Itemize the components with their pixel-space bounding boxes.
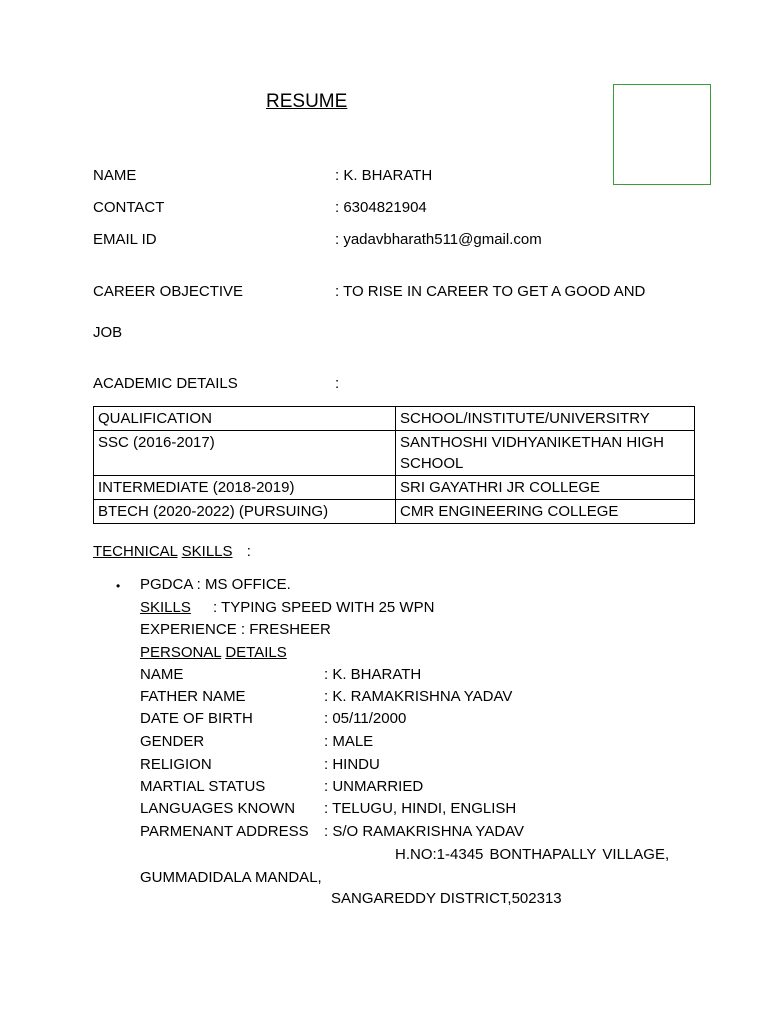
technical-skills-colon: :: [246, 543, 251, 560]
bullet-icon: •: [116, 579, 121, 593]
table-cell: SRI GAYATHRI JR COLLEGE: [396, 476, 695, 500]
academic-table: [93, 406, 695, 524]
table-row: [94, 476, 695, 500]
technical-skills-heading: [93, 543, 251, 561]
contact-value: : 6304821904: [335, 199, 427, 216]
religion-label: RELIGION: [140, 756, 212, 773]
skills-label: SKILLS: [140, 599, 191, 616]
personal-word: PERSONAL: [140, 644, 222, 661]
dob-value: : 05/11/2000: [324, 710, 407, 727]
career-objective-label: CAREER OBJECTIVE: [93, 283, 244, 300]
career-objective-continuation: JOB: [93, 324, 123, 341]
technical-word: TECHNICAL: [93, 543, 178, 560]
name-value: : K. BHARATH: [335, 167, 433, 184]
father-name-label: FATHER NAME: [140, 688, 246, 705]
experience-line: EXPERIENCE : FRESHEER: [140, 621, 331, 638]
email-label: EMAIL ID: [93, 231, 157, 248]
gender-value: : MALE: [324, 733, 374, 750]
dob-label: DATE OF BIRTH: [140, 710, 253, 727]
table-cell: CMR ENGINEERING COLLEGE: [396, 500, 695, 524]
address-line-1: : S/O RAMAKRISHNA YADAV: [324, 823, 525, 840]
resume-title: RESUME: [266, 91, 348, 112]
table-header-cell: QUALIFICATION: [94, 407, 396, 431]
photo-placeholder: [613, 84, 711, 185]
address-label: PARMENANT ADDRESS: [140, 823, 309, 840]
skills-word: SKILLS: [181, 543, 233, 560]
gender-label: GENDER: [140, 733, 205, 750]
pgdca-line: PGDCA : MS OFFICE.: [140, 576, 291, 593]
religion-value: : HINDU: [324, 756, 380, 773]
contact-label: CONTACT: [93, 199, 165, 216]
languages-value: : TELUGU, HINDI, ENGLISH: [324, 800, 517, 817]
skills-value: : TYPING SPEED WITH 25 WPN: [213, 599, 435, 616]
email-value: : yadavbharath511@gmail.com: [335, 231, 542, 248]
table-cell: BTECH (2020-2022) (PURSUING): [94, 500, 396, 524]
personal-name-label: NAME: [140, 666, 184, 683]
academic-details-colon: :: [335, 375, 340, 392]
career-objective-value: : TO RISE IN CAREER TO GET A GOOD AND: [335, 283, 646, 300]
table-cell: SSC (2016-2017): [94, 431, 396, 476]
address-line-3: GUMMADIDALA MANDAL,: [140, 869, 322, 886]
marital-status-label: MARTIAL STATUS: [140, 778, 266, 795]
languages-label: LANGUAGES KNOWN: [140, 800, 296, 817]
table-row: [94, 431, 695, 476]
details-word: DETAILS: [225, 644, 287, 661]
name-label: NAME: [93, 167, 137, 184]
academic-details-label: ACADEMIC DETAILS: [93, 375, 238, 392]
address-line-2: H.NO:1-4345 BONTHAPALLY VILLAGE,: [395, 846, 670, 863]
address-line-4: SANGAREDDY DISTRICT,502313: [331, 890, 562, 907]
table-cell: SANTHOSHI VIDHYANIKETHAN HIGH SCHOOL: [396, 431, 695, 476]
table-header-cell: SCHOOL/INSTITUTE/UNIVERSITRY: [396, 407, 695, 431]
table-row: [94, 500, 695, 524]
marital-status-value: : UNMARRIED: [324, 778, 424, 795]
personal-details-heading: [140, 644, 287, 662]
personal-name-value: : K. BHARATH: [324, 666, 422, 683]
table-cell: INTERMEDIATE (2018-2019): [94, 476, 396, 500]
father-name-value: : K. RAMAKRISHNA YADAV: [324, 688, 513, 705]
table-header-row: [94, 407, 695, 431]
